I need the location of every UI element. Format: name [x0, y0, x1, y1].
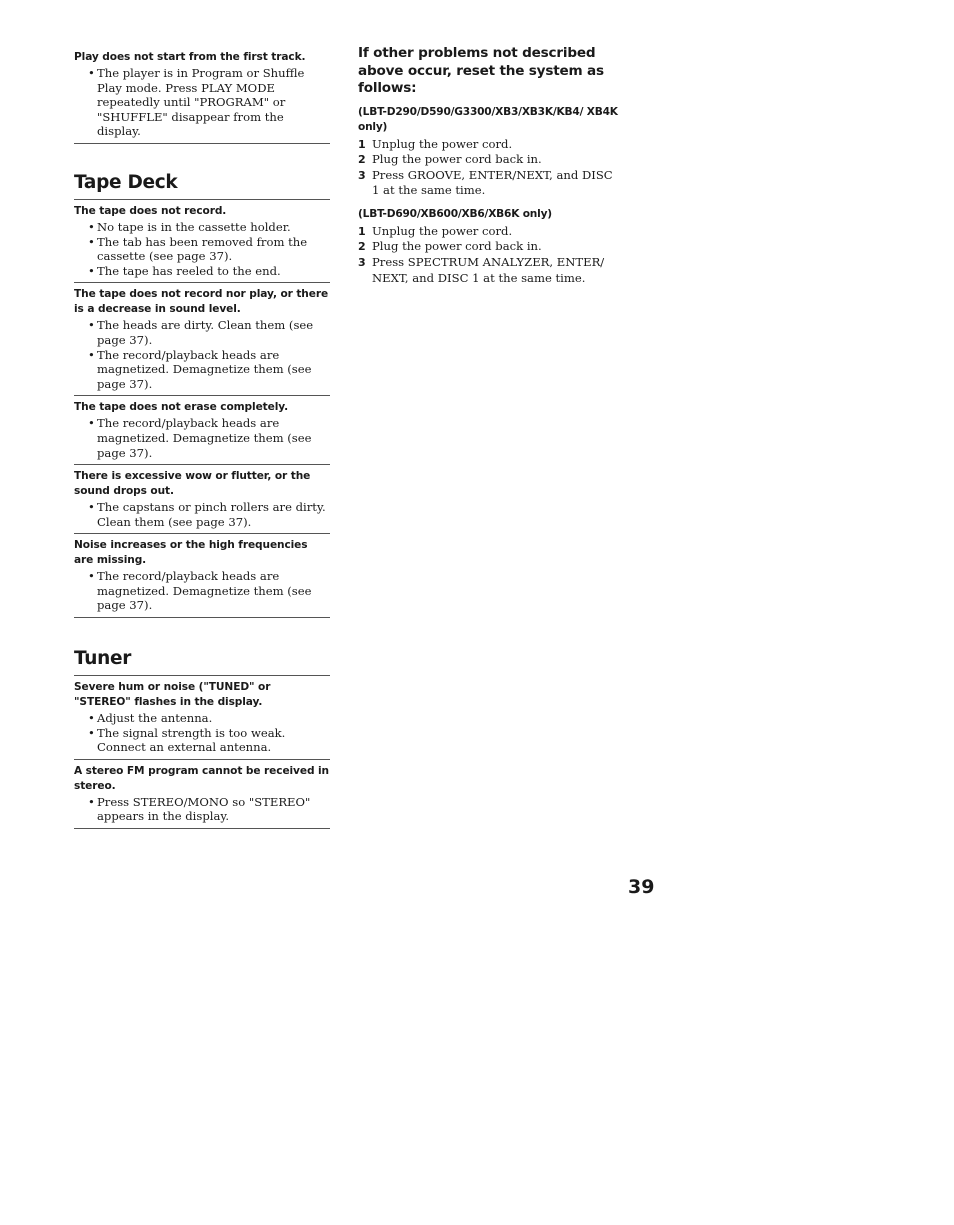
model-group-heading: (LBT-D290/D590/G3300/XB3/XB3K/KB4/ XB4K only) [358, 105, 618, 133]
trouble-question: The tape does not record nor play, or there is a decrease in sound level. [74, 288, 329, 316]
remedy-item: • Press STEREO/MONO so "STEREO" appears in the display. [88, 795, 330, 824]
trouble-noise-high-freq [74, 538, 330, 618]
tuner-title: Tuner [74, 648, 132, 670]
trouble-question: There is excessive wow or flutter, or the sound drops out. [74, 470, 311, 498]
model-group-heading: (LBT-D690/XB600/XB6/XB6K only) [358, 207, 552, 220]
trouble-no-erase [74, 400, 330, 465]
remedy-list [74, 220, 330, 278]
reset-title: If other problems not described above occur, reset the system as follows: [358, 45, 604, 96]
step-item [358, 152, 618, 168]
trouble-no-record-play [74, 287, 330, 396]
step-number: 3 [358, 168, 366, 182]
trouble-question: The tape does not record. [74, 204, 227, 217]
step-text: Plug the power cord back in. [372, 152, 542, 167]
step-text: Plug the power cord back in. [372, 239, 542, 254]
trouble-wow-flutter [74, 469, 330, 534]
left-column [74, 50, 330, 833]
trouble-first-track [74, 50, 330, 144]
trouble-question: Play does not start from the first track. [74, 51, 306, 63]
remedy-list [74, 795, 330, 824]
step-number: 2 [358, 153, 366, 167]
remedy-item: • The tape has reeled to the end. [88, 264, 330, 279]
remedy-list [74, 569, 330, 613]
step-number: 3 [358, 256, 366, 270]
trouble-question: The tape does not erase completely. [74, 401, 288, 414]
section-divider [74, 675, 330, 676]
right-column [358, 45, 618, 294]
trouble-no-record [74, 204, 330, 283]
remedy-item: • The player is in Program or Shuffle Play mode. Press PLAY MODE repeatedly until "PROGRAM" or "SHUFFLE" disappear from the display. [88, 66, 330, 139]
step-item [358, 239, 618, 255]
remedy-item: • The capstans or pinch rollers are dirty. Clean them (see page 37). [88, 500, 330, 529]
remedy-list [74, 66, 330, 139]
remedy-item: • The heads are dirty. Clean them (see page 37). [88, 318, 330, 347]
remedy-item: • The record/playback heads are magnetized. Demagnetize them (see page 37). [88, 569, 330, 613]
step-number: 2 [358, 240, 366, 254]
trouble-hum-noise [74, 680, 330, 760]
reset-steps [358, 137, 618, 199]
step-text: Unplug the power cord. [372, 136, 513, 151]
trouble-question: A stereo FM program cannot be received in stereo. [74, 764, 329, 792]
step-text: Press SPECTRUM ANALYZER, ENTER/ NEXT, and DISC 1 at the same time. [372, 255, 605, 285]
section-divider [74, 199, 330, 200]
step-item [358, 255, 618, 286]
step-text: Press GROOVE, ENTER/NEXT, and DISC 1 at the same time. [372, 167, 613, 198]
step-item [358, 224, 618, 240]
remedy-item: • The record/playback heads are magnetized. Demagnetize them (see page 37). [88, 348, 330, 392]
remedy-list [74, 500, 330, 529]
remedy-item: • The signal strength is too weak. Connect an external antenna. [88, 726, 330, 755]
step-number: 1 [358, 224, 366, 238]
remedy-item: • The record/playback heads are magnetized. Demagnetize them (see page 37). [88, 416, 330, 460]
remedy-item: • Adjust the antenna. [88, 711, 330, 726]
remedy-list [74, 318, 330, 391]
reset-steps [358, 224, 618, 286]
trouble-question: Severe hum or noise ("TUNED" or "STEREO" flashes in the display. [74, 681, 271, 709]
tape-deck-title: Tape Deck [74, 171, 178, 193]
step-text: Unplug the power cord. [372, 223, 513, 238]
step-item [358, 137, 618, 153]
trouble-stereo-fm [74, 764, 330, 829]
remedy-list [74, 711, 330, 755]
remedy-item: • The tab has been removed from the cassette (see page 37). [88, 235, 330, 264]
page-number: 39 [628, 876, 655, 898]
step-number: 1 [358, 137, 366, 151]
trouble-question: Noise increases or the high frequencies are missing. [74, 539, 308, 567]
remedy-list [74, 416, 330, 460]
step-item [358, 168, 618, 199]
remedy-item: • No tape is in the cassette holder. [88, 220, 330, 235]
